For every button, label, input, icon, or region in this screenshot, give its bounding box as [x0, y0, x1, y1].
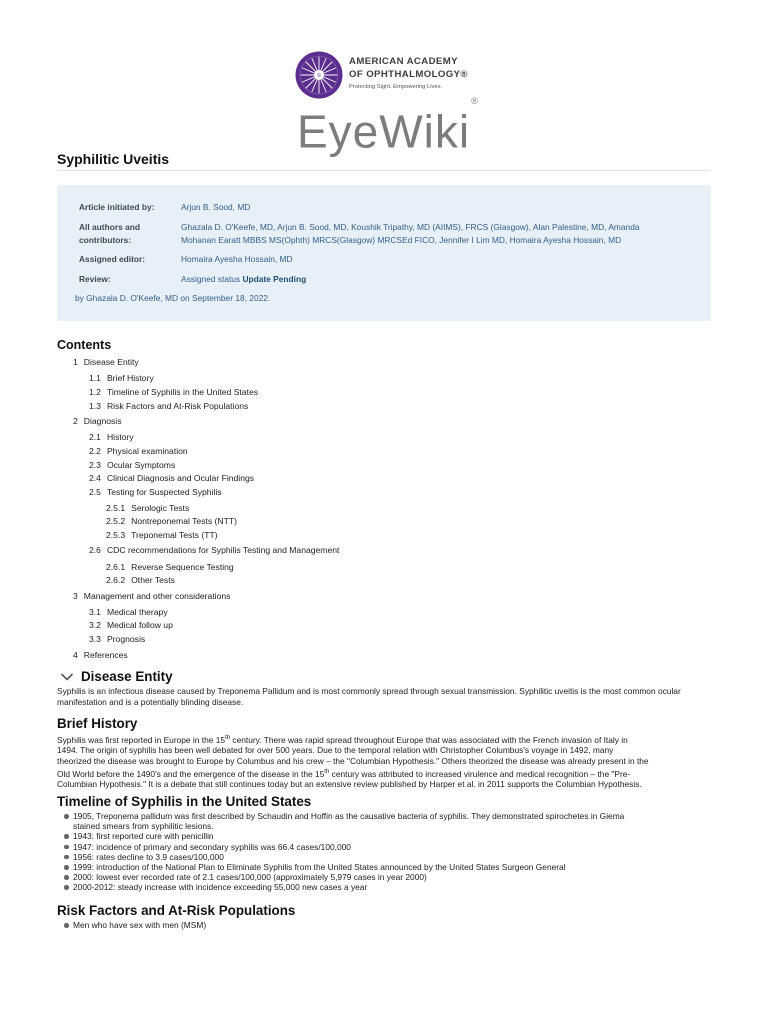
toc-number: 3 [73, 591, 78, 601]
toc-item[interactable] [89, 487, 222, 497]
toc-number: 1 [73, 357, 78, 367]
list-item-text: 1947: incidence of primary and secondary syphilis was 66.4 cases/100,000 [73, 841, 351, 852]
toc-item[interactable] [89, 387, 258, 397]
review-status[interactable]: Update Pending [242, 274, 307, 284]
toc-number: 2.2 [89, 446, 101, 456]
history-sup2: th [324, 768, 330, 775]
toc-number: 2.6 [89, 545, 101, 555]
list-item [64, 882, 714, 892]
toc-label[interactable]: References [83, 650, 128, 660]
toc-number: 2.3 [89, 460, 101, 470]
toc-label[interactable]: Serologic Tests [131, 503, 190, 513]
site-header [0, 0, 768, 160]
editor-value[interactable]: Homaira Ayesha Hossain, MD [181, 254, 293, 264]
toc-label[interactable]: Medical follow up [106, 620, 173, 630]
toc-label[interactable]: Testing for Suspected Syphilis [106, 487, 222, 497]
toc-item[interactable] [106, 530, 218, 540]
toc-label[interactable]: Nontreponemal Tests (NTT) [131, 516, 237, 526]
timeline-heading: Timeline of Syphilis in the United States [57, 794, 312, 809]
list-item-text: 2000: lowest ever recorded rate of 2.1 cases/100,000 (approximately 5,979 cases in year 2000) [73, 872, 427, 883]
review-label: Review: [79, 274, 111, 284]
toc-item[interactable] [106, 516, 237, 526]
disease-entity-heading: Disease Entity [81, 669, 173, 684]
list-item-text: 1999: introduction of the National Plan to Eliminate Syphilis from the United States announced by the United States Surgeon General [73, 862, 566, 873]
toc-item[interactable] [106, 575, 175, 585]
history-line5: Columbian Hypothesis." It is a debate that still continues today but an extensive review published by Harper et al. in 2011 supports the Columbian Hypothesis. [57, 778, 642, 789]
list-item-continuation: stained smears from syphilitic lesions. [73, 821, 214, 832]
org-tagline: Protecting Sight. Empowering Lives. [349, 84, 443, 90]
authors-value-line1[interactable]: Ghazala D. O'Keefe, MD, Arjun B. Sood, MD, Koushik Tripathy, MD (AIIMS), FRCS (Glasgow), Alan Palestine, MD, Amanda [181, 222, 640, 232]
authors-label-line1: All authors and [79, 222, 140, 232]
toc-item[interactable] [89, 607, 168, 617]
toc-number: 4 [73, 650, 78, 660]
list-item-text: 1943: first reported cure with penicillin [73, 831, 214, 842]
history-line1b: century. There was rapid spread throughout Europe that was associated with the French invasion of Italy in [230, 734, 628, 745]
list-item [64, 920, 714, 930]
history-line4a: Old World before the 1490's and the emergence of the disease in the 15 [57, 768, 325, 779]
list-item [64, 852, 714, 862]
disease-entity-text: Syphilis is an infectious disease caused by Treponema Pallidum and is most commonly spread through sexual transmission. Syphilitic uveitis is the most common ocular manifestation and is a potentially blinding disease. [57, 686, 681, 707]
toc-item[interactable] [106, 562, 234, 572]
toc-item[interactable] [89, 545, 339, 555]
toc-number: 2.4 [89, 473, 101, 483]
toc-label[interactable]: Treponemal Tests (TT) [131, 530, 218, 540]
risk-factors-list [64, 920, 714, 930]
toc-item[interactable] [73, 591, 230, 601]
list-item-text: 1956: rates decline to 3.9 cases/100,000 [73, 851, 224, 862]
chevron-down-icon[interactable] [60, 672, 74, 682]
history-line1a: Syphilis was first reported in Europe in the 15 [57, 734, 226, 745]
history-line2: 1494. The origin of syphilis has been well debated for over 500 years. Due to the temporal relation with Christopher Columbus's voyage in 1492, many [57, 745, 614, 756]
toc-number: 3.2 [89, 620, 101, 630]
site-name: EyeWiki [297, 105, 471, 158]
risk-factors-heading: Risk Factors and At-Risk Populations [57, 903, 296, 918]
toc-item[interactable] [89, 460, 175, 470]
brief-history-text [57, 733, 713, 790]
toc-item[interactable] [89, 473, 254, 483]
toc-number: 3.3 [89, 634, 101, 644]
toc-item[interactable] [89, 401, 248, 411]
list-item [64, 831, 714, 841]
list-item [64, 862, 714, 872]
list-item-text: 2000-2012: steady increase with incidence exceeding 55,000 new cases a year [73, 882, 368, 893]
authors-value-line2[interactable]: Mohanan Earatt MBBS MS(Ophth) MRCS(Glasgow) MRCSEd FICO, Jennifer I Lim MD, Homaira Ayesha Hossain, MD [181, 235, 622, 245]
toc-number: 1.1 [89, 373, 101, 383]
list-item-text: Men who have sex with men (MSM) [73, 920, 207, 930]
toc-item[interactable] [89, 432, 134, 442]
toc-label[interactable]: Clinical Diagnosis and Ocular Findings [106, 473, 255, 483]
toc-item[interactable] [73, 650, 128, 660]
toc-item[interactable] [73, 416, 122, 426]
contents-title: Contents [57, 338, 112, 352]
toc-number: 2.6.1 [106, 562, 126, 572]
history-line4b: century was attributed to increased virulence and medical recognition – the "Pre- [329, 768, 631, 779]
aao-logo[interactable] [295, 50, 555, 100]
toc-label[interactable]: Other Tests [131, 575, 175, 585]
history-line3: theorized the disease was brought to Europe by Columbus and his crew – the "Columbian Hypothesis." Others theorized the disease was already present in the [57, 755, 649, 766]
toc-label[interactable]: Disease Entity [83, 357, 139, 367]
toc-number: 2.5.1 [106, 503, 126, 513]
toc-number: 2 [73, 416, 78, 426]
list-item [64, 872, 714, 882]
eyewiki-logo[interactable] [297, 96, 479, 158]
list-item-text: 1905, Treponema pallidum was first described by Schaudin and Hoffin as the causative bacteria of syphilis. They demonstrated spirochetes in Giema [73, 811, 625, 821]
registered-mark: ® [471, 96, 479, 106]
org-name-line1: AMERICAN ACADEMY [349, 56, 458, 67]
toc-label[interactable]: CDC recommendations for Syphilis Testing and Management [106, 545, 340, 555]
authors-label-line2: contributors: [79, 235, 132, 245]
aao-seal-icon [295, 51, 343, 99]
editor-label: Assigned editor: [79, 254, 146, 264]
toc-label[interactable]: Brief History [106, 373, 154, 383]
toc-label[interactable]: Risk Factors and At-Risk Populations [106, 401, 249, 411]
toc-number: 2.1 [89, 432, 101, 442]
review-footer: by Ghazala D. O'Keefe, MD on September 18, 2022. [75, 293, 271, 303]
toc-number: 2.5.2 [106, 516, 126, 526]
toc-label[interactable]: Medical therapy [106, 607, 168, 617]
article-infobox [57, 185, 711, 321]
toc-item[interactable] [89, 634, 145, 644]
toc-label[interactable]: Physical examination [106, 446, 188, 456]
toc-number: 2.5 [89, 487, 101, 497]
toc-number: 1.2 [89, 387, 101, 397]
toc-item[interactable] [73, 357, 139, 367]
review-value [181, 273, 693, 286]
toc-label[interactable]: Prognosis [106, 634, 146, 644]
toc-number: 1.3 [89, 401, 101, 411]
list-item [64, 842, 714, 852]
toc-number: 2.5.3 [106, 530, 126, 540]
history-sup1: th [225, 735, 231, 741]
toc-label[interactable]: Management and other considerations [83, 591, 231, 601]
toc-label[interactable]: Diagnosis [83, 416, 122, 426]
toc-item[interactable] [89, 620, 173, 630]
toc-number: 2.6.2 [106, 575, 126, 585]
toc-label[interactable]: Timeline of Syphilis in the United States [106, 387, 259, 397]
org-name-line2: OF OPHTHALMOLOGY® [349, 69, 468, 80]
initiated-value[interactable]: Arjun B. Sood, MD [181, 202, 251, 212]
toc-number: 3.1 [89, 607, 101, 617]
initiated-label: Article initiated by: [79, 202, 155, 212]
page-title: Syphilitic Uveitis [57, 151, 170, 167]
list-item [64, 811, 714, 831]
brief-history-heading: Brief History [57, 716, 138, 731]
timeline-list [64, 811, 714, 893]
toc-label[interactable]: Ocular Symptoms [106, 460, 176, 470]
title-divider [57, 170, 710, 171]
toc-item[interactable] [89, 446, 188, 456]
toc-item[interactable] [89, 373, 154, 383]
toc-label[interactable]: Reverse Sequence Testing [131, 562, 234, 572]
toc-label[interactable]: History [106, 432, 134, 442]
toc-item[interactable] [106, 503, 189, 513]
review-prefix: Assigned status [181, 274, 243, 284]
